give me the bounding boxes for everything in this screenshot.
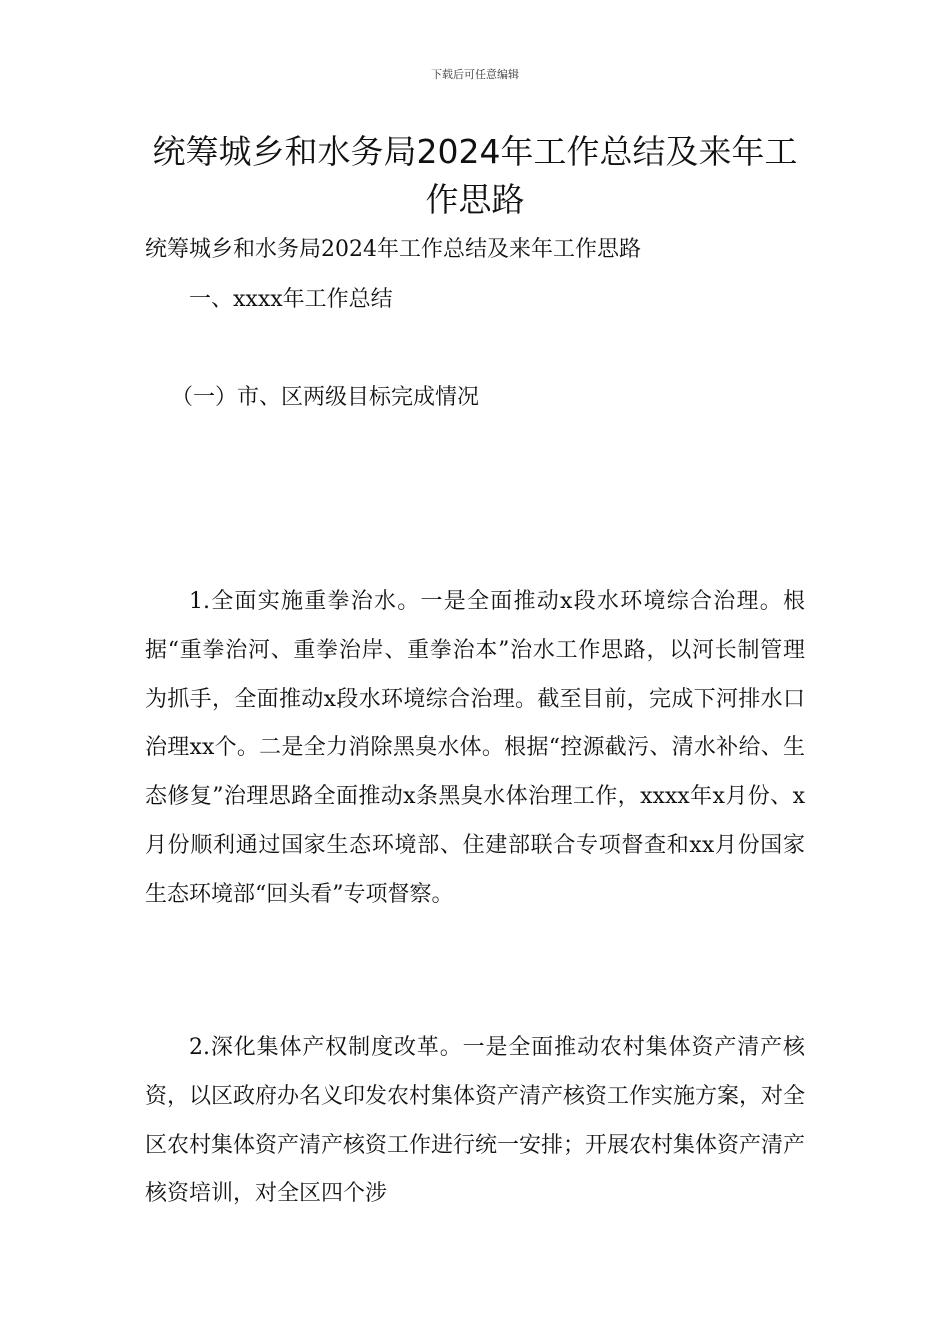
- body-paragraph-2: 2.深化集体产权制度改革。一是全面推动农村集体资产清产核资，以区政府办名义印发农村集体资产清产核资工作实施方案，对全区农村集体资产清产核资工作进行统一安排；开展农村集体资产清产核资培训，对全区四个涉: [145, 1035, 806, 1207]
- document-title: 统筹城乡和水务局2024年工作总结及来年工作思路: [152, 132, 798, 219]
- section-heading-1-1: （一）市、区两级目标完成情况: [171, 385, 480, 410]
- document-subtitle: 统筹城乡和水务局2024年工作总结及来年工作思路: [145, 237, 641, 262]
- section-heading-1: 一、xxxx年工作总结: [189, 287, 393, 312]
- body-paragraph-1: 1.全面实施重拳治水。一是全面推动x段水环境综合治理。根据“重拳治河、重拳治岸、重拳治本”治水工作思路，以河长制管理为抓手，全面推动x段水环境综合治理。截至目前，完成下河排水口治理xx个。二是全力消除黑臭水体。根据“控源截污、清水补给、生态修复”治理思路全面推动x条黑臭水体治理工作，xxxx年x月份、x月份顺利通过国家生态环境部、住建部联合专项督查和xx月份国家生态环境部“回头看”专项督察。: [145, 589, 805, 907]
- header-note: 下载后可任意编辑: [431, 68, 519, 81]
